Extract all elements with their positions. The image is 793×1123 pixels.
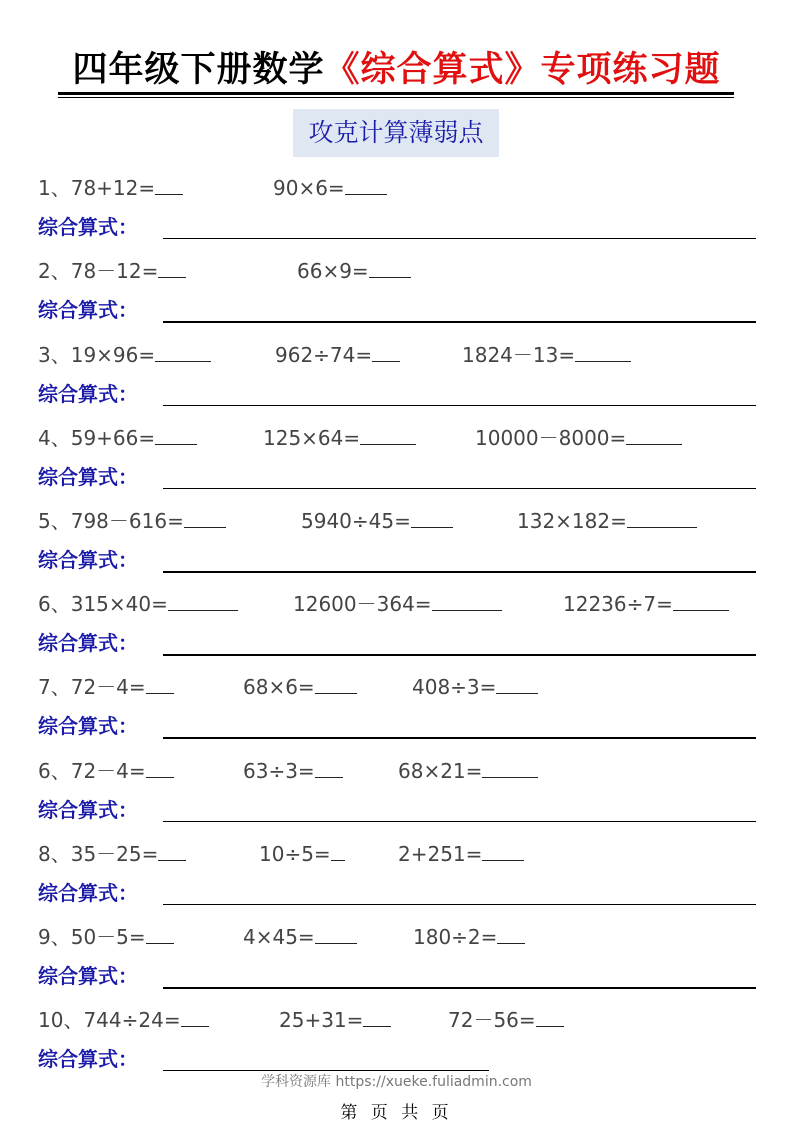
- answer-blank[interactable]: [158, 255, 186, 278]
- equation-text: 12236÷7=: [563, 592, 673, 616]
- problem-row: [0, 255, 793, 295]
- equation-text: 10÷5=: [259, 842, 331, 866]
- answer-line[interactable]: [163, 654, 756, 656]
- equation: [38, 255, 186, 285]
- equation-text: 12600－364=: [293, 592, 432, 616]
- answer-row: [0, 796, 793, 836]
- answer-blank[interactable]: [536, 1004, 564, 1027]
- answer-row: [0, 296, 793, 336]
- equation: [38, 921, 174, 951]
- answer-blank[interactable]: [168, 588, 238, 611]
- equation: [38, 505, 226, 535]
- problem-row: [0, 1004, 793, 1044]
- equation-text: 4×45=: [243, 925, 315, 949]
- equation-text: 1、78+12=: [38, 176, 156, 200]
- answer-row: [0, 712, 793, 752]
- equation: [243, 755, 343, 785]
- answer-blank[interactable]: [627, 505, 697, 528]
- equation: [563, 588, 729, 618]
- equation-text: 132×182=: [517, 509, 627, 533]
- equation: [301, 505, 453, 535]
- equation-text: 66×9=: [297, 259, 369, 283]
- answer-blank[interactable]: [146, 755, 174, 778]
- answer-blank[interactable]: [158, 838, 186, 861]
- equation-text: 3、19×96=: [38, 343, 156, 367]
- equation: [243, 921, 357, 951]
- page-number: 第 页 共 页: [340, 1103, 453, 1123]
- answer-row: [0, 463, 793, 503]
- answer-blank[interactable]: [496, 671, 538, 694]
- equation-text: 4、59+66=: [38, 426, 156, 450]
- equation-text: 68×21=: [398, 759, 483, 783]
- answer-blank[interactable]: [155, 172, 183, 195]
- equation: [38, 172, 183, 202]
- equation-text: 2+251=: [398, 842, 483, 866]
- answer-blank[interactable]: [673, 588, 729, 611]
- problem-row: [0, 505, 793, 545]
- answer-line[interactable]: [163, 238, 756, 239]
- equation-text: 408÷3=: [412, 675, 497, 699]
- equation-text: 5940÷45=: [301, 509, 411, 533]
- answer-blank[interactable]: [497, 921, 525, 944]
- answer-label: 综合算式：: [38, 714, 138, 738]
- answer-line[interactable]: [163, 821, 756, 822]
- answer-label: 综合算式：: [38, 631, 138, 655]
- equation-text: 25+31=: [279, 1008, 364, 1032]
- answer-blank[interactable]: [146, 921, 174, 944]
- answer-row: [0, 962, 793, 1002]
- equation-text: 72－56=: [448, 1008, 536, 1032]
- answer-blank[interactable]: [181, 1004, 209, 1027]
- equation-text: 10000－8000=: [475, 426, 627, 450]
- answer-row: [0, 879, 793, 919]
- equation: [273, 172, 387, 202]
- answer-blank[interactable]: [372, 339, 400, 362]
- answer-blank[interactable]: [482, 755, 538, 778]
- answer-blank[interactable]: [626, 422, 682, 445]
- answer-blank[interactable]: [360, 422, 416, 445]
- problem-row: [0, 172, 793, 212]
- equation: [275, 339, 400, 369]
- equation-text: 90×6=: [273, 176, 345, 200]
- answer-row: [0, 629, 793, 669]
- answer-blank[interactable]: [315, 755, 343, 778]
- answer-row: [0, 380, 793, 420]
- equation: [475, 422, 682, 452]
- answer-line[interactable]: [163, 405, 756, 406]
- answer-label: 综合算式：: [38, 298, 138, 322]
- answer-blank[interactable]: [575, 339, 631, 362]
- problem-row: [0, 755, 793, 795]
- equation-text: 6、315×40=: [38, 592, 168, 616]
- equation: [398, 838, 524, 868]
- equation-text: 180÷2=: [413, 925, 498, 949]
- answer-label: 综合算式：: [38, 1047, 138, 1071]
- equation: [38, 588, 238, 618]
- answer-label: 综合算式：: [38, 465, 138, 489]
- answer-line[interactable]: [163, 904, 756, 905]
- subtitle-banner: 攻克计算薄弱点: [293, 109, 499, 157]
- equation: [243, 671, 357, 701]
- answer-label: 综合算式：: [38, 215, 138, 239]
- equation-text: 8、35－25=: [38, 842, 159, 866]
- equation: [517, 505, 697, 535]
- answer-line[interactable]: [163, 488, 756, 489]
- equation: [38, 838, 186, 868]
- answer-blank[interactable]: [155, 422, 197, 445]
- equation-text: 2、78－12=: [38, 259, 159, 283]
- equation-text: 7、72－4=: [38, 675, 146, 699]
- answer-line[interactable]: [163, 987, 756, 989]
- answer-line[interactable]: [163, 737, 756, 739]
- equation: [297, 255, 411, 285]
- answer-blank[interactable]: [432, 588, 502, 611]
- answer-blank[interactable]: [363, 1004, 391, 1027]
- answer-line[interactable]: [163, 571, 756, 573]
- answer-label: 综合算式：: [38, 548, 138, 572]
- equation-text: 68×6=: [243, 675, 315, 699]
- answer-blank[interactable]: [482, 838, 524, 861]
- problem-row: [0, 422, 793, 462]
- equation: [413, 921, 525, 951]
- equation: [38, 339, 211, 369]
- problem-row: [0, 339, 793, 379]
- answer-label: 综合算式：: [38, 881, 138, 905]
- equation: [462, 339, 631, 369]
- equation: [398, 755, 538, 785]
- equation: [38, 671, 174, 701]
- equation-text: 5、798－616=: [38, 509, 184, 533]
- answer-blank[interactable]: [155, 339, 211, 362]
- problem-row: [0, 588, 793, 628]
- equation-text: 10、744÷24=: [38, 1008, 181, 1032]
- answer-line[interactable]: [163, 321, 756, 323]
- answer-blank[interactable]: [369, 255, 411, 278]
- equation-text: 9、50－5=: [38, 925, 146, 949]
- answer-blank[interactable]: [411, 505, 453, 528]
- problem-row: [0, 671, 793, 711]
- answer-row: [0, 213, 793, 253]
- answer-blank[interactable]: [184, 505, 226, 528]
- equation: [259, 838, 345, 868]
- title-rule-thick: [58, 92, 734, 95]
- equation: [38, 1004, 209, 1034]
- answer-label: 综合算式：: [38, 798, 138, 822]
- equation-text: 63÷3=: [243, 759, 315, 783]
- equation-text: 6、72－4=: [38, 759, 146, 783]
- title-main: 四年级下册数学: [72, 50, 325, 90]
- equation: [448, 1004, 564, 1034]
- equation-text: 125×64=: [263, 426, 361, 450]
- problem-row: [0, 921, 793, 961]
- equation: [279, 1004, 391, 1034]
- equation: [412, 671, 538, 701]
- equation-text: 962÷74=: [275, 343, 373, 367]
- title-rule-thin: [58, 97, 734, 98]
- answer-blank[interactable]: [315, 921, 357, 944]
- problem-row: [0, 838, 793, 878]
- answer-blank[interactable]: [315, 671, 357, 694]
- equation: [38, 422, 197, 452]
- answer-row: [0, 546, 793, 586]
- equation: [263, 422, 416, 452]
- answer-blank[interactable]: [146, 671, 174, 694]
- answer-label: 综合算式：: [38, 964, 138, 988]
- answer-label: 综合算式：: [38, 382, 138, 406]
- equation: [293, 588, 502, 618]
- answer-blank[interactable]: [331, 838, 345, 861]
- answer-blank[interactable]: [345, 172, 387, 195]
- page-title: [0, 48, 793, 92]
- equation-text: 1824－13=: [462, 343, 576, 367]
- equation: [38, 755, 174, 785]
- title-highlight: 《综合算式》专项练习题: [324, 50, 721, 90]
- footer-source: 学科资源库 https://xueke.fuliadmin.com: [261, 1074, 532, 1090]
